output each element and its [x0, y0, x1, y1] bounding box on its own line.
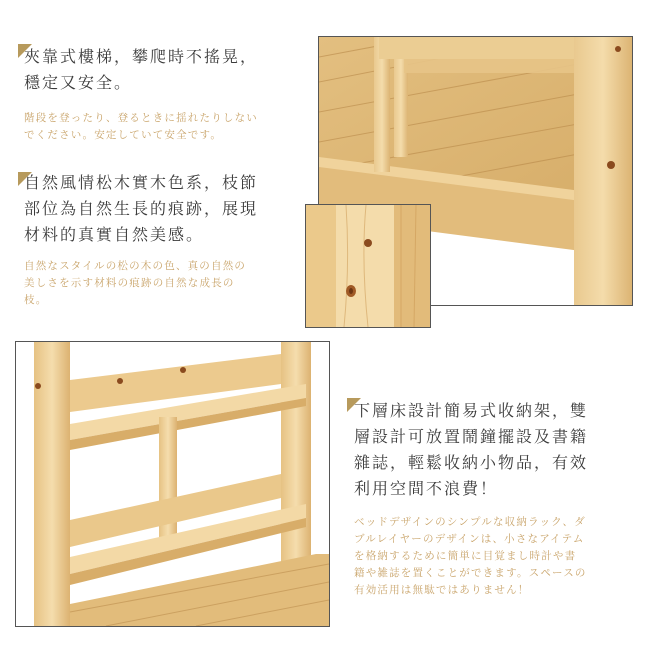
feature-jp-line: 枝。 [24, 294, 48, 306]
storage-rack-photo [15, 341, 330, 627]
feature-jp-line: 有効活用は無駄ではありません！ [354, 584, 530, 596]
feature-heading-line: 下層床設計簡易式收納架，雙 [354, 401, 589, 420]
feature-jp-line: 階段を登ったり、登るときに揺れたりしない [24, 112, 258, 124]
feature-heading-line: 雜誌，輕鬆收納小物品，有效 [354, 453, 589, 472]
feature-heading-line: 部位為自然生長的痕跡，展現 [24, 199, 259, 218]
feature-jp-line: 美しさを示す材料の痕跡の自然な成長の [24, 277, 235, 289]
feature-heading-line: 利用空間不浪費！ [354, 479, 499, 498]
feature-heading-line: 夾靠式樓梯，攀爬時不搖晃， [24, 47, 259, 66]
feature-heading-line: 穩定又安全。 [24, 73, 133, 92]
feature-jp-line: を格納するために簡単に目覚まし時計や書 [354, 550, 577, 562]
feature-heading-line: 層設計可放置鬧鐘擺設及書籍 [354, 427, 589, 446]
feature-jp-line: ブルレイヤーのデザインは、小さなアイテム [354, 533, 585, 545]
feature-jp-line: ベッドデザインのシンプルな収納ラック、ダ [354, 516, 586, 528]
stair-feature-text [24, 44, 309, 144]
wood-knot-inset-photo [305, 204, 431, 328]
feature-heading-line: 材料的真實自然美感。 [24, 225, 205, 244]
feature-jp-line: 自然なスタイルの松の木の色、真の自然の [24, 260, 247, 272]
pine-feature-text [24, 170, 304, 309]
feature-jp-line: でください。安定していて安全です。 [24, 129, 223, 141]
feature-heading-line: 自然風情松木實木色系，枝節 [24, 173, 259, 192]
feature-jp-line: 籍や雑誌を置くことができます。スペースの [354, 567, 587, 579]
storage-feature-text [354, 398, 644, 599]
